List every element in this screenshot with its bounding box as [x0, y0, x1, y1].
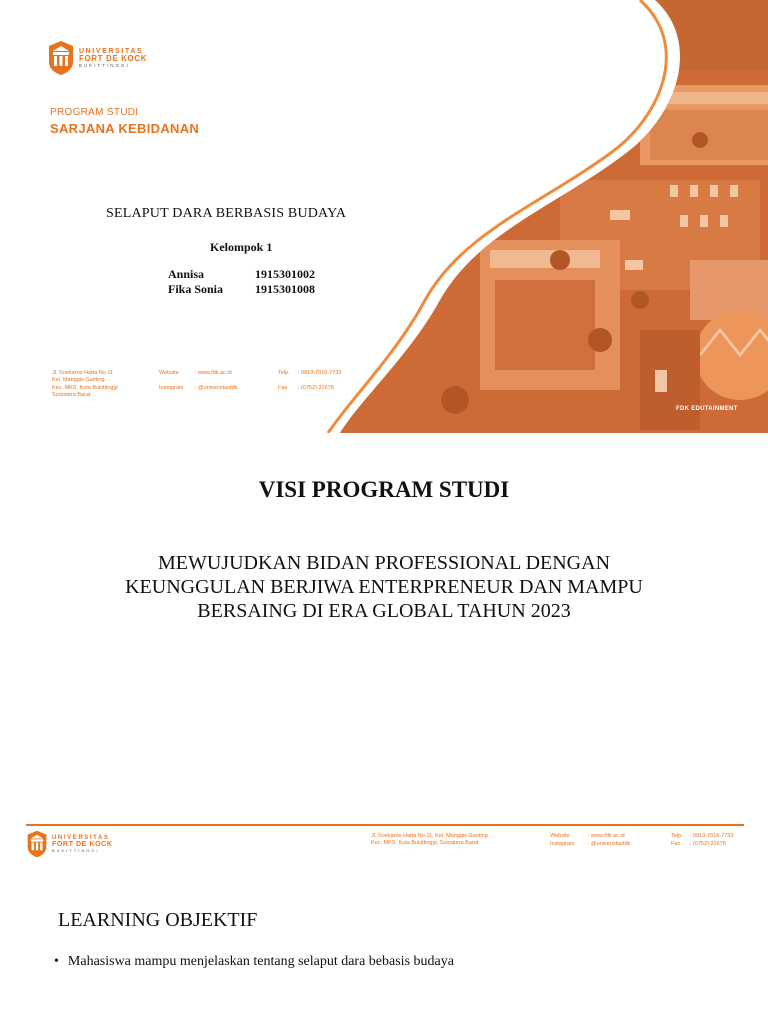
footer-instagram[interactable]: : @universitasfdk [195, 385, 238, 391]
bullet-icon: • [54, 954, 59, 969]
header-divider [26, 824, 744, 826]
header-fax-label: Fax [671, 841, 681, 847]
footer-telp-label: Telp. [278, 370, 290, 376]
footer-instagram-label: Instagram [159, 385, 184, 391]
header-address: Jl. Soekarno Hatta No.11, Kel. Manggis Ganting Kec. MKS. Kota Bukittinggi, Sumatera Barat [371, 833, 488, 847]
header-website[interactable]: : www.fdk.ac.id [588, 833, 625, 839]
university-logo [47, 40, 147, 76]
university-logo [26, 830, 112, 858]
objectives-heading: LEARNING OBJEKTIF [58, 909, 258, 931]
footer-fax: : (0752) 31678 [298, 385, 334, 391]
logo-line-2: FORT DE KOCK [79, 54, 148, 64]
header-website-label: Website [550, 833, 570, 839]
vision-line: KEUNGGULAN BERJIWA ENTERPRENEUR DAN MAMPU [125, 576, 643, 598]
footer-fax-label: Fax [278, 385, 288, 391]
header-fax: : (0752) 31678 [690, 841, 726, 847]
footer-website-label: Website [159, 370, 179, 376]
logo-line-3: BUKITTINGGI [52, 847, 100, 853]
university-shield-icon [26, 830, 48, 858]
header-instagram[interactable]: : @universitasfdk [588, 841, 631, 847]
program-name: SARJANA KEBIDANAN [50, 121, 200, 136]
vision-slide [0, 433, 768, 814]
logo-line-2: FORT DE KOCK [52, 841, 113, 849]
list-item [54, 954, 454, 970]
objectives-slide [0, 814, 768, 1024]
logo-line-1: UNIVERSITAS [79, 47, 144, 55]
logo-line-1: UNIVERSITAS [52, 835, 110, 842]
member-nim: 1915301002 [255, 267, 315, 281]
member-nim: 1915301008 [255, 282, 315, 296]
member-name: Fika Sonia [168, 282, 224, 296]
member-row [168, 282, 315, 297]
footer-telp: : 0813-7016-7733 [298, 370, 342, 376]
group-name: Kelompok 1 [210, 240, 273, 254]
logo-line-3: BUKITTINGGI [79, 62, 130, 68]
presentation-title: SELAPUT DARA BERBASIS BUDAYA [106, 206, 347, 221]
header-telp: : 0813-7016-7733 [690, 833, 734, 839]
member-row [168, 267, 315, 282]
university-shield-icon [47, 40, 75, 76]
footer-website[interactable]: : www.fdk.ac.id [195, 370, 232, 376]
header-instagram-label: Instagram [550, 841, 575, 847]
edutainment-badge: FDK EDUTAINMENT [676, 406, 738, 412]
vision-heading: VISI PROGRAM STUDI [258, 477, 510, 502]
vision-statement [40, 551, 728, 623]
vision-line: MEWUJUDKAN BIDAN PROFESSIONAL DENGAN [157, 552, 611, 574]
member-name: Annisa [168, 267, 205, 281]
title-slide [0, 0, 768, 433]
objective-text: Mahasiswa mampu menjelaskan tentang selaput dara bebasis budaya [67, 954, 454, 969]
vision-line: BERSAING DI ERA GLOBAL TAHUN 2023 [197, 600, 571, 622]
program-label: PROGRAM STUDI [50, 107, 139, 118]
header-telp-label: Telp. [671, 833, 683, 839]
footer-address: Jl. Soekarno Hatta No.11 Kel. Manggis Ganting Kec. MKS. Kota Bukittinggi Sumatera Barat [52, 370, 118, 399]
